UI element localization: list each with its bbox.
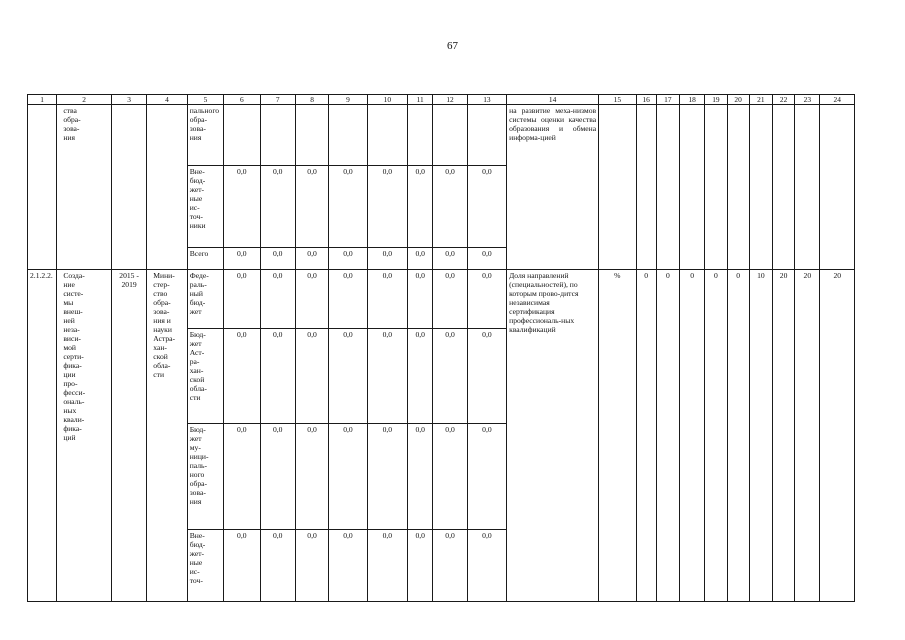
cell-target: 20	[820, 270, 855, 602]
cell-target	[727, 105, 749, 270]
cell-value: 0,0	[260, 530, 295, 602]
cell-value: 0,0	[408, 248, 433, 270]
cell-value: 0,0	[329, 424, 367, 530]
column-header: 11	[408, 95, 433, 105]
cell-value: 0,0	[224, 270, 260, 329]
page-number: 67	[447, 40, 458, 52]
cell-value: 0,0	[329, 270, 367, 329]
column-header: 13	[467, 95, 506, 105]
table-row	[28, 105, 855, 166]
cell-value: 0,0	[433, 530, 467, 602]
cell-value: 0,0	[260, 270, 295, 329]
cell-target	[680, 105, 705, 270]
cell-value	[295, 105, 328, 166]
cell-value: 0,0	[367, 270, 407, 329]
column-header: 5	[187, 95, 223, 105]
cell-value: 0,0	[467, 270, 506, 329]
cell-value: 0,0	[260, 424, 295, 530]
cell-value: 0,0	[295, 530, 328, 602]
cell-unit	[599, 105, 636, 270]
cell-value: 0,0	[433, 424, 467, 530]
cell-value: 0,0	[367, 424, 407, 530]
cell-target: 20	[795, 270, 820, 602]
cell-target: 0	[656, 270, 679, 602]
cell-target	[795, 105, 820, 270]
cell-source: Вне- бюд- жет- ные ис- точ- ники	[187, 166, 223, 248]
cell-executor: Мини- стер- ство обра- зова- ния и науки Астра- хан- ской обла- сти	[147, 270, 187, 602]
cell-name: Созда- ние систе- мы внеш- ней неза- виси- мой серти- фика- ции про- фесси- ональ- ных квали- фика- ций	[57, 270, 112, 602]
column-header: 19	[705, 95, 727, 105]
cell-value: 0,0	[329, 166, 367, 248]
cell-source: Вне- бюд- жет- ные ис- точ-	[187, 530, 223, 602]
cell-value	[467, 105, 506, 166]
cell-value: 0,0	[295, 329, 328, 424]
cell-value: 0,0	[295, 270, 328, 329]
cell-value	[224, 105, 260, 166]
cell-value: 0,0	[467, 248, 506, 270]
column-header: 16	[636, 95, 656, 105]
column-header: 2	[57, 95, 112, 105]
cell-target	[705, 105, 727, 270]
cell-value: 0,0	[329, 530, 367, 602]
program-table	[27, 94, 855, 602]
cell-value: 0,0	[367, 166, 407, 248]
cell-value: 0,0	[433, 270, 467, 329]
cell-target: 0	[636, 270, 656, 602]
cell-source: Бюд- жет Аст- ра- хан- ской обла- сти	[187, 329, 223, 424]
cell-value: 0,0	[408, 530, 433, 602]
column-header: 8	[295, 95, 328, 105]
cell-value: 0,0	[295, 424, 328, 530]
table-row	[28, 270, 855, 329]
cell-value: 0,0	[295, 248, 328, 270]
cell-value: 0,0	[467, 329, 506, 424]
cell-value: 0,0	[224, 530, 260, 602]
cell-target: 0	[705, 270, 727, 602]
cell-source: пального обра- зова- ния	[187, 105, 223, 166]
cell-target	[749, 105, 772, 270]
cell-value: 0,0	[433, 166, 467, 248]
cell-source: Феде- раль- ный бюд- жет	[187, 270, 223, 329]
cell-value: 0,0	[329, 248, 367, 270]
cell-source: Всего	[187, 248, 223, 270]
cell-name: ства обра- зова- ния	[57, 105, 112, 270]
cell-value: 0,0	[433, 248, 467, 270]
column-header: 15	[599, 95, 636, 105]
column-header: 3	[111, 95, 146, 105]
cell-target: 0	[680, 270, 705, 602]
cell-executor	[147, 105, 187, 270]
cell-value: 0,0	[329, 329, 367, 424]
column-header: 22	[772, 95, 794, 105]
column-header: 6	[224, 95, 260, 105]
cell-value: 0,0	[467, 530, 506, 602]
column-header: 20	[727, 95, 749, 105]
column-header: 1	[28, 95, 57, 105]
column-header: 7	[260, 95, 295, 105]
cell-value	[367, 105, 407, 166]
cell-number: 2.1.2.2.	[28, 270, 57, 602]
cell-target: 20	[772, 270, 794, 602]
cell-target	[656, 105, 679, 270]
cell-target: 0	[727, 270, 749, 602]
cell-value: 0,0	[433, 329, 467, 424]
column-header: 17	[656, 95, 679, 105]
cell-indicator: Доля направлений (специальностей), по которым прово-дится независимая сертификация профессиональ-ных квалификаций	[507, 270, 599, 602]
column-header: 18	[680, 95, 705, 105]
cell-value: 0,0	[224, 424, 260, 530]
column-header: 23	[795, 95, 820, 105]
cell-number	[28, 105, 57, 270]
cell-value: 0,0	[467, 424, 506, 530]
cell-value	[260, 105, 295, 166]
cell-value: 0,0	[224, 329, 260, 424]
cell-value: 0,0	[260, 329, 295, 424]
column-number-row	[28, 95, 855, 105]
cell-unit: %	[599, 270, 636, 602]
cell-value: 0,0	[224, 166, 260, 248]
column-header: 4	[147, 95, 187, 105]
column-header: 9	[329, 95, 367, 105]
column-header: 24	[820, 95, 855, 105]
cell-value: 0,0	[367, 248, 407, 270]
cell-period	[111, 105, 146, 270]
cell-indicator: на развитие меха-низмов системы оценки качества образования и обмена информа-цией	[507, 105, 599, 270]
cell-period: 2015 - 2019	[111, 270, 146, 602]
cell-value: 0,0	[295, 166, 328, 248]
cell-value: 0,0	[224, 248, 260, 270]
cell-value: 0,0	[408, 270, 433, 329]
cell-value: 0,0	[408, 424, 433, 530]
column-header: 21	[749, 95, 772, 105]
column-header: 14	[507, 95, 599, 105]
cell-value: 0,0	[367, 530, 407, 602]
cell-target	[820, 105, 855, 270]
cell-value: 0,0	[408, 329, 433, 424]
cell-target	[772, 105, 794, 270]
cell-source: Бюд- жет му- ници- паль- ного обра- зова- ния	[187, 424, 223, 530]
cell-value: 0,0	[408, 166, 433, 248]
column-header: 10	[367, 95, 407, 105]
cell-value: 0,0	[367, 329, 407, 424]
cell-value: 0,0	[260, 166, 295, 248]
cell-target	[636, 105, 656, 270]
cell-value	[408, 105, 433, 166]
column-header: 12	[433, 95, 467, 105]
cell-target: 10	[749, 270, 772, 602]
cell-value	[329, 105, 367, 166]
cell-value: 0,0	[467, 166, 506, 248]
cell-value: 0,0	[260, 248, 295, 270]
cell-value	[433, 105, 467, 166]
